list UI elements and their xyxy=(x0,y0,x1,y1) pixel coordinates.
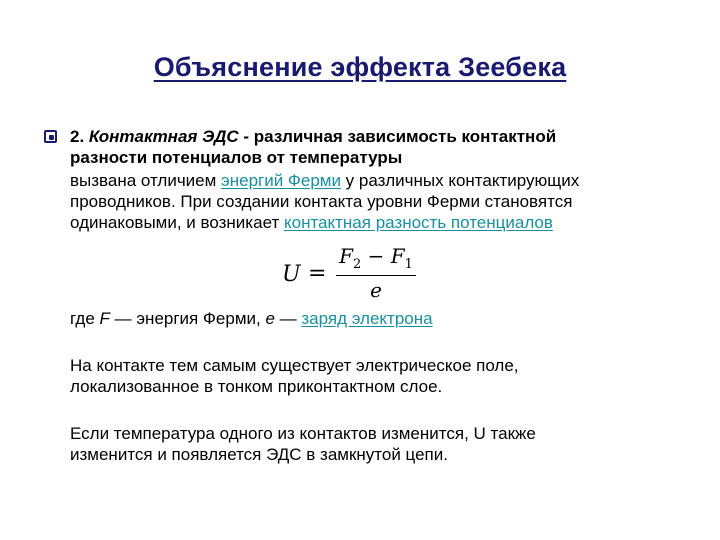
para2-text-2: — энергия Ферми, xyxy=(109,309,266,328)
para2-symbol-f: F xyxy=(99,309,110,328)
formula-f1: F xyxy=(390,244,405,268)
bullet-heading-rest: - различная зависимость контактной xyxy=(238,127,557,146)
para4-line-1: Если температура одного из контактов изменится, U также xyxy=(70,424,536,443)
paragraph-fermi xyxy=(70,170,690,233)
bullet-heading xyxy=(70,126,690,168)
formula-f2-sub: 2 xyxy=(352,257,362,272)
para1-text-2: у различных контактирующих xyxy=(340,171,580,190)
bullet-number: 2. xyxy=(70,127,85,146)
para3-line-2: локализованное в тонком приконтактном слое. xyxy=(70,377,443,396)
paragraph-electric-field xyxy=(70,355,690,397)
bullet-term: Контактная ЭДС xyxy=(88,127,239,146)
paragraph-temperature-change xyxy=(70,423,690,465)
formula-fraction xyxy=(336,244,416,302)
bullet-heading-line2: разности потенциалов от температуры xyxy=(70,148,403,167)
formula-f2: F xyxy=(339,244,353,268)
link-contact-potential-difference[interactable]: контактная разность потенциалов xyxy=(283,213,553,232)
para2-text-3: — xyxy=(274,309,302,328)
para2-text-1: где xyxy=(70,309,100,328)
formula-numerator xyxy=(336,244,416,276)
para4-line-2: изменится и появляется ЭДС в замкнутой цепи. xyxy=(70,445,448,464)
formula-denominator: e xyxy=(370,278,382,302)
formula-lhs: U xyxy=(282,262,301,287)
link-electron-charge[interactable]: заряд электрона xyxy=(301,309,433,328)
para1-text-3: проводников. При создании контакта уровни Ферми становятся xyxy=(70,192,573,211)
slide-title: Объяснение эффекта Зеебека xyxy=(153,52,567,82)
formula-minus: − xyxy=(361,244,391,268)
checkbox-bullet-icon xyxy=(44,130,57,143)
para1-text-1: вызвана отличием xyxy=(70,171,222,190)
para1-text-4: одинаковыми, и возникает xyxy=(70,213,284,232)
formula-f1-sub: 1 xyxy=(404,257,413,272)
para2-symbol-e: e xyxy=(265,309,275,328)
para3-line-1: На контакте тем самым существует электрическое поле, xyxy=(70,356,519,375)
paragraph-where xyxy=(70,308,690,329)
formula-equals: = xyxy=(308,261,327,286)
link-fermi-energy[interactable]: энергий Ферми xyxy=(221,171,341,190)
